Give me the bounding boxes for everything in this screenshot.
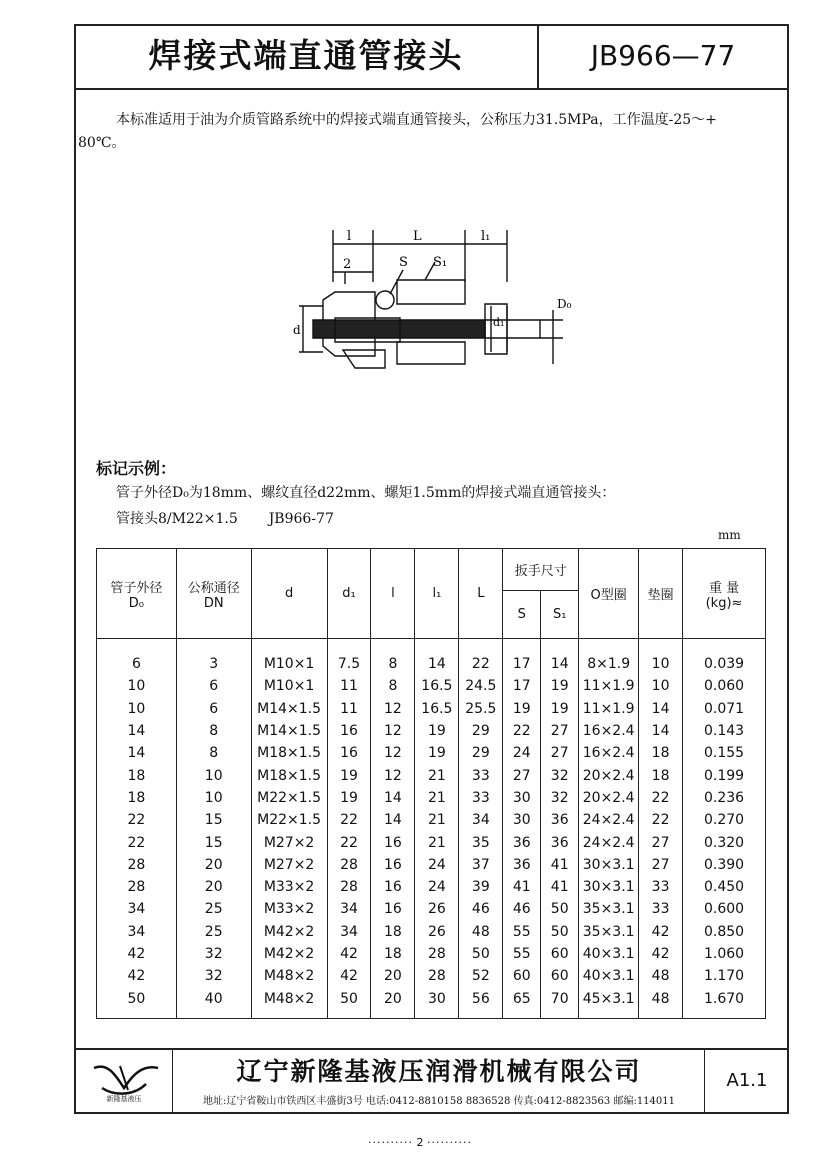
- table-cell: 7.5: [327, 639, 371, 676]
- table-cell: 0.600: [683, 898, 766, 920]
- header-gasket: 垫圈: [639, 549, 683, 639]
- table-cell: 28: [415, 943, 459, 965]
- table-cell: M18×1.5: [251, 764, 327, 786]
- table-cell: 19: [327, 764, 371, 786]
- marking-example-title: 标记示例：: [96, 459, 177, 478]
- dim-label-D0: D₀: [557, 297, 572, 311]
- table-cell: 40×3.1: [579, 943, 639, 965]
- table-cell: 16: [327, 720, 371, 742]
- table-cell: 34: [327, 898, 371, 920]
- table-cell: 17: [503, 639, 541, 676]
- table-cell: 26: [415, 921, 459, 943]
- table-cell: M33×2: [251, 898, 327, 920]
- marking-example-desc: 管子外径D₀为18mm、螺纹直径d22mm、螺矩1.5mm的焊接式端直通管接头：: [116, 485, 616, 501]
- table-cell: 8: [371, 675, 415, 697]
- table-cell: 14: [639, 720, 683, 742]
- table-cell: 41: [541, 854, 579, 876]
- table-cell: 20: [176, 876, 251, 898]
- table-cell: 1.060: [683, 943, 766, 965]
- table-cell: 24×2.4: [579, 809, 639, 831]
- table-cell: 27: [541, 742, 579, 764]
- table-cell: 28: [327, 876, 371, 898]
- table-cell: 21: [415, 809, 459, 831]
- table-cell: 28: [415, 965, 459, 987]
- table-cell: 30: [503, 809, 541, 831]
- table-cell: 34: [97, 898, 177, 920]
- table-cell: 42: [327, 943, 371, 965]
- table-cell: 50: [97, 987, 177, 1018]
- table-cell: 12: [371, 742, 415, 764]
- table-cell: 41: [503, 876, 541, 898]
- table-cell: 28: [97, 876, 177, 898]
- page-number: ·········· 2 ··········: [368, 1136, 472, 1149]
- table-cell: 0.450: [683, 876, 766, 898]
- table-cell: 19: [327, 787, 371, 809]
- table-cell: 0.060: [683, 675, 766, 697]
- header-wrench: 扳手尺寸: [503, 549, 579, 591]
- table-cell: 34: [327, 921, 371, 943]
- section-number: A1.1: [726, 1070, 768, 1091]
- table-cell: 56: [459, 987, 503, 1018]
- header-l1: l₁: [415, 549, 459, 639]
- dim-label-d: d: [293, 323, 301, 337]
- fitting-drawing: [295, 222, 570, 382]
- table-cell: 27: [541, 720, 579, 742]
- table-cell: 24: [415, 854, 459, 876]
- table-cell: 1.670: [683, 987, 766, 1018]
- table-cell: M22×1.5: [251, 809, 327, 831]
- header-S1: S₁: [541, 591, 579, 639]
- table-cell: 41: [541, 876, 579, 898]
- table-cell: 22: [639, 809, 683, 831]
- logo-text: 新隆基液压: [106, 1095, 142, 1103]
- table-cell: 16: [371, 854, 415, 876]
- table-cell: 60: [503, 965, 541, 987]
- table-cell: 32: [176, 943, 251, 965]
- table-cell: 16: [371, 831, 415, 853]
- table-cell: M48×2: [251, 987, 327, 1018]
- dim-label-S: S: [399, 255, 408, 270]
- table-row: [97, 921, 766, 943]
- table-cell: 0.390: [683, 854, 766, 876]
- table-cell: 20: [371, 987, 415, 1018]
- table-row: [97, 987, 766, 1018]
- table-cell: 0.270: [683, 809, 766, 831]
- table-cell: 35: [459, 831, 503, 853]
- table-cell: 33: [459, 764, 503, 786]
- table-cell: 14: [639, 698, 683, 720]
- table-cell: 65: [503, 987, 541, 1018]
- marking-example-part: 管接头8/M22×1.5: [116, 511, 238, 527]
- table-cell: 22: [639, 787, 683, 809]
- table-cell: 24: [415, 876, 459, 898]
- table-cell: 14: [97, 742, 177, 764]
- table-cell: 50: [541, 921, 579, 943]
- table-cell: 19: [415, 720, 459, 742]
- table-cell: 18: [371, 921, 415, 943]
- table-row: [97, 809, 766, 831]
- table-cell: 52: [459, 965, 503, 987]
- table-cell: 32: [541, 787, 579, 809]
- table-cell: 27: [503, 764, 541, 786]
- dim-label-l1: l₁: [481, 229, 491, 244]
- table-cell: 11×1.9: [579, 698, 639, 720]
- dim-label-S1: S₁: [433, 255, 448, 270]
- table-cell: M27×2: [251, 854, 327, 876]
- table-cell: 18: [371, 943, 415, 965]
- footer-divider-right: [704, 1048, 705, 1114]
- table-cell: 39: [459, 876, 503, 898]
- table-cell: 20×2.4: [579, 764, 639, 786]
- table-cell: 35×3.1: [579, 898, 639, 920]
- marking-example-code: [116, 508, 334, 528]
- table-cell: 19: [541, 675, 579, 697]
- dim-label-d1: d₁: [493, 316, 505, 329]
- header-l: l: [371, 549, 415, 639]
- table-row: [97, 720, 766, 742]
- table-cell: M10×1: [251, 675, 327, 697]
- table-cell: 35×3.1: [579, 921, 639, 943]
- table-cell: 21: [415, 764, 459, 786]
- table-cell: M42×2: [251, 943, 327, 965]
- table-cell: 50: [459, 943, 503, 965]
- table-cell: 27: [639, 854, 683, 876]
- table-cell: 10: [97, 675, 177, 697]
- table-cell: M14×1.5: [251, 698, 327, 720]
- table-cell: 32: [176, 965, 251, 987]
- table-cell: 0.155: [683, 742, 766, 764]
- header-S: S: [503, 591, 541, 639]
- dim-label-L: L: [413, 229, 422, 244]
- table-cell: 0.039: [683, 639, 766, 676]
- table-cell: 14: [541, 639, 579, 676]
- table-row: [97, 675, 766, 697]
- table-cell: 36: [541, 809, 579, 831]
- standard-code: JB966—77: [590, 39, 736, 72]
- table-cell: 12: [371, 720, 415, 742]
- table-cell: 8: [176, 720, 251, 742]
- marking-example-standard: JB966-77: [268, 511, 334, 527]
- table-cell: 30: [415, 987, 459, 1018]
- header-oring: O型圈: [579, 549, 639, 639]
- table-unit: mm: [718, 528, 741, 542]
- table-cell: 22: [327, 809, 371, 831]
- table-cell: 8: [176, 742, 251, 764]
- table-cell: 21: [415, 831, 459, 853]
- table-cell: 0.850: [683, 921, 766, 943]
- table-cell: 11: [327, 698, 371, 720]
- table-row: [97, 742, 766, 764]
- table-row: [97, 787, 766, 809]
- table-cell: 45×3.1: [579, 987, 639, 1018]
- table-cell: 6: [176, 675, 251, 697]
- table-cell: 24.5: [459, 675, 503, 697]
- table-cell: 22: [97, 809, 177, 831]
- dim-label-l: l: [347, 229, 352, 244]
- table-cell: 50: [541, 898, 579, 920]
- table-cell: 22: [327, 831, 371, 853]
- table-cell: M14×1.5: [251, 720, 327, 742]
- table-cell: 0.236: [683, 787, 766, 809]
- company-address: 地址:辽宁省鞍山市铁西区丰盛街3号 电话:0412-8810158 8836528 传真:0412-8823563 邮编:114011: [203, 1096, 675, 1107]
- table-cell: 36: [503, 854, 541, 876]
- table-cell: 48: [639, 965, 683, 987]
- table-cell: 19: [503, 698, 541, 720]
- table-cell: 16.5: [415, 675, 459, 697]
- table-cell: 18: [639, 742, 683, 764]
- table-row: [97, 898, 766, 920]
- table-cell: 12: [371, 698, 415, 720]
- table-cell: 17: [503, 675, 541, 697]
- table-row: [97, 698, 766, 720]
- table-cell: 30: [503, 787, 541, 809]
- spec-table: [96, 548, 766, 1019]
- table-cell: 42: [327, 965, 371, 987]
- table-cell: 16: [327, 742, 371, 764]
- table-cell: 0.199: [683, 764, 766, 786]
- table-cell: 6: [176, 698, 251, 720]
- table-cell: 10: [176, 764, 251, 786]
- table-cell: 42: [97, 943, 177, 965]
- table-cell: 14: [371, 787, 415, 809]
- table-cell: 40: [176, 987, 251, 1018]
- table-cell: 19: [415, 742, 459, 764]
- table-cell: 16: [371, 898, 415, 920]
- table-cell: 46: [459, 898, 503, 920]
- table-cell: 60: [541, 943, 579, 965]
- table-cell: 42: [639, 943, 683, 965]
- table-row: [97, 639, 766, 676]
- header-dn: 公称通径 DN: [176, 549, 251, 639]
- table-cell: 48: [459, 921, 503, 943]
- table-cell: 60: [541, 965, 579, 987]
- table-cell: 0.320: [683, 831, 766, 853]
- table-cell: 28: [327, 854, 371, 876]
- table-cell: 29: [459, 742, 503, 764]
- spec-table-body: [97, 639, 766, 1019]
- table-row: [97, 876, 766, 898]
- table-cell: 25: [176, 921, 251, 943]
- table-cell: 27: [639, 831, 683, 853]
- table-cell: 21: [415, 787, 459, 809]
- table-cell: 10: [97, 698, 177, 720]
- header-L: L: [459, 549, 503, 639]
- table-cell: 16: [371, 876, 415, 898]
- table-cell: 3: [176, 639, 251, 676]
- table-cell: M42×2: [251, 921, 327, 943]
- table-cell: 70: [541, 987, 579, 1018]
- table-cell: 33: [459, 787, 503, 809]
- table-cell: 32: [541, 764, 579, 786]
- table-cell: 33: [639, 898, 683, 920]
- table-row: [97, 854, 766, 876]
- header-divider: [74, 88, 789, 90]
- table-cell: 11: [327, 675, 371, 697]
- table-cell: 15: [176, 831, 251, 853]
- table-cell: 0.071: [683, 698, 766, 720]
- page-title: 焊接式端直通管接头: [148, 36, 464, 75]
- table-cell: 15: [176, 809, 251, 831]
- table-cell: 25.5: [459, 698, 503, 720]
- table-cell: 34: [459, 809, 503, 831]
- table-cell: 36: [503, 831, 541, 853]
- table-row: [97, 831, 766, 853]
- table-cell: 18: [97, 764, 177, 786]
- table-cell: 30×3.1: [579, 876, 639, 898]
- dim-label-2: 2: [343, 257, 352, 272]
- table-cell: 20: [176, 854, 251, 876]
- table-cell: M33×2: [251, 876, 327, 898]
- intro-text-continued: 80℃。: [78, 135, 126, 151]
- company-name: 辽宁新隆基液压润滑机械有限公司: [236, 1057, 642, 1086]
- table-cell: 1.170: [683, 965, 766, 987]
- header-d1: d₁: [327, 549, 371, 639]
- table-cell: 24×2.4: [579, 831, 639, 853]
- table-cell: 19: [541, 698, 579, 720]
- table-cell: 55: [503, 921, 541, 943]
- table-cell: 18: [97, 787, 177, 809]
- table-cell: 10: [639, 675, 683, 697]
- footer-divider: [74, 1048, 789, 1050]
- table-cell: M10×1: [251, 639, 327, 676]
- table-row: [97, 965, 766, 987]
- table-cell: 14: [371, 809, 415, 831]
- table-cell: 14: [415, 639, 459, 676]
- table-row: [97, 764, 766, 786]
- table-cell: 50: [327, 987, 371, 1018]
- table-cell: 37: [459, 854, 503, 876]
- table-cell: 16×2.4: [579, 720, 639, 742]
- table-cell: 36: [541, 831, 579, 853]
- table-cell: 46: [503, 898, 541, 920]
- header-vertical-divider: [537, 24, 539, 88]
- table-cell: 10: [176, 787, 251, 809]
- table-cell: 18: [639, 764, 683, 786]
- table-cell: 6: [97, 639, 177, 676]
- header-weight: 重 量 (kg)≈: [683, 549, 766, 639]
- table-row: [97, 943, 766, 965]
- table-cell: 8: [371, 639, 415, 676]
- footer-divider-left: [172, 1048, 173, 1114]
- table-cell: 40×3.1: [579, 965, 639, 987]
- intro-text: 本标准适用于油为介质管路系统中的焊接式端直通管接头，公称压力31.5MPa，工作温度-25～+: [116, 112, 717, 128]
- table-cell: M48×2: [251, 965, 327, 987]
- table-cell: 48: [639, 987, 683, 1018]
- table-cell: 30×3.1: [579, 854, 639, 876]
- table-cell: 22: [503, 720, 541, 742]
- table-cell: 12: [371, 764, 415, 786]
- table-cell: 14: [97, 720, 177, 742]
- table-cell: 55: [503, 943, 541, 965]
- table-cell: 29: [459, 720, 503, 742]
- table-cell: 28: [97, 854, 177, 876]
- table-cell: 16×2.4: [579, 742, 639, 764]
- table-cell: M27×2: [251, 831, 327, 853]
- table-cell: 11×1.9: [579, 675, 639, 697]
- table-cell: 0.143: [683, 720, 766, 742]
- table-cell: M18×1.5: [251, 742, 327, 764]
- table-cell: 20: [371, 965, 415, 987]
- table-cell: 42: [97, 965, 177, 987]
- table-cell: 33: [639, 876, 683, 898]
- table-cell: 42: [639, 921, 683, 943]
- table-cell: M22×1.5: [251, 787, 327, 809]
- header-d: d: [251, 549, 327, 639]
- table-cell: 24: [503, 742, 541, 764]
- table-cell: 8×1.9: [579, 639, 639, 676]
- table-cell: 22: [459, 639, 503, 676]
- table-cell: 34: [97, 921, 177, 943]
- table-cell: 22: [97, 831, 177, 853]
- table-cell: 20×2.4: [579, 787, 639, 809]
- table-cell: 26: [415, 898, 459, 920]
- table-cell: 25: [176, 898, 251, 920]
- table-cell: 10: [639, 639, 683, 676]
- table-cell: 16.5: [415, 698, 459, 720]
- header-d0: 管子外径 D₀: [97, 549, 177, 639]
